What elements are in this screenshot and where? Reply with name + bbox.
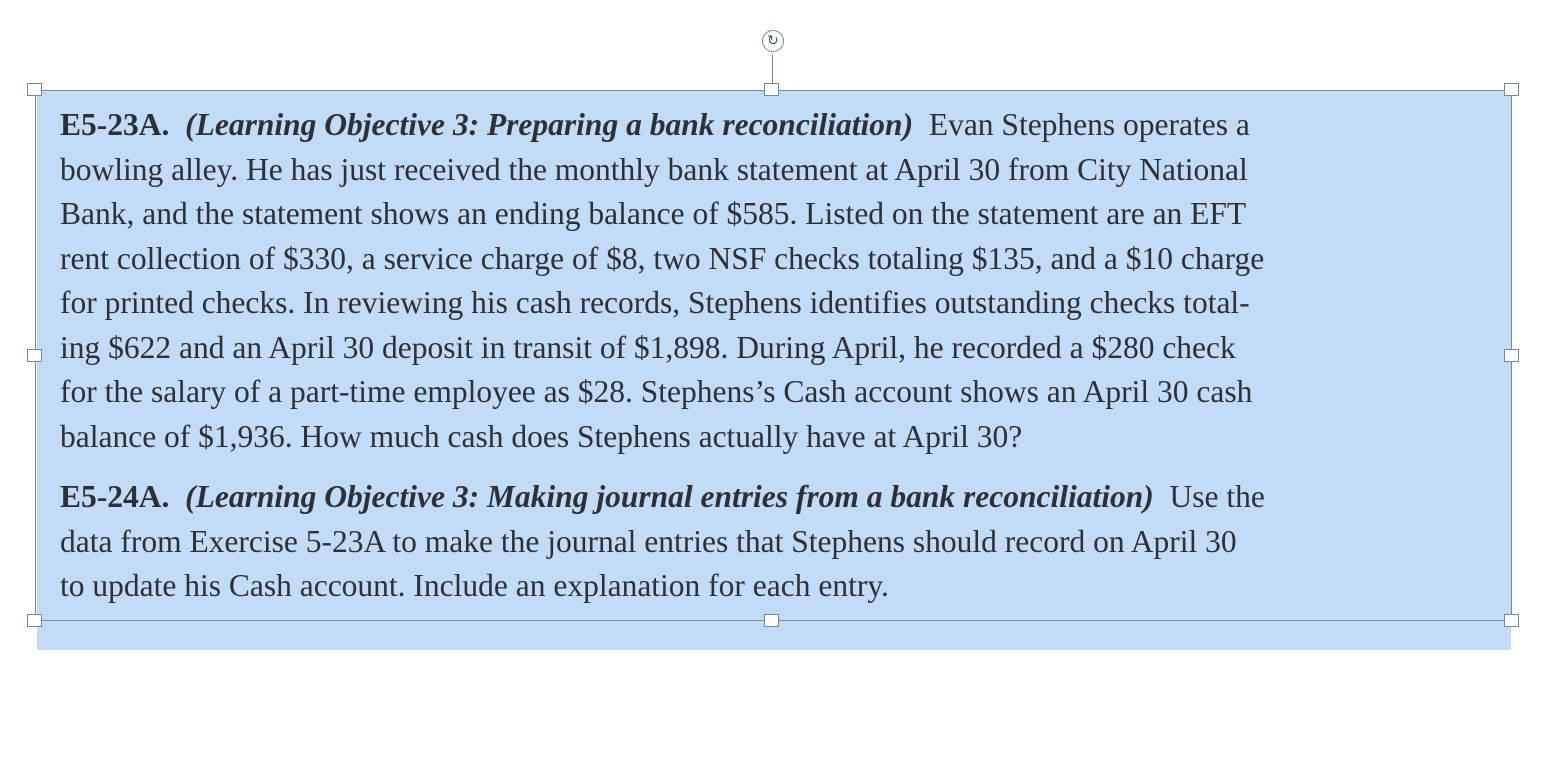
resize-handle-bottom-center[interactable]: [764, 614, 779, 627]
exercise-e5-23a: [60, 103, 1480, 459]
resize-handle-bottom-right[interactable]: [1504, 614, 1519, 627]
resize-handle-top-center[interactable]: [764, 83, 779, 96]
resize-handle-middle-right[interactable]: [1504, 349, 1519, 362]
resize-handle-top-left[interactable]: [27, 83, 42, 96]
text-line: balance of $1,936. How much cash does Stephens actually have at April 30?: [60, 418, 1023, 454]
text-line: to update his Cash account. Include an explanation for each entry.: [60, 568, 889, 603]
text-line: Use the: [1169, 479, 1265, 514]
resize-handle-bottom-left[interactable]: [27, 614, 42, 627]
rotate-handle-stem: [772, 54, 773, 84]
text-line: data from Exercise 5-23A to make the journal entries that Stephens should record on April 30: [60, 523, 1237, 559]
resize-handle-top-right[interactable]: [1504, 83, 1519, 96]
learning-objective: (Learning Objective 3: Making journal entries from a bank reconciliation): [185, 479, 1154, 514]
exercise-number: E5-24A.: [60, 479, 170, 514]
learning-objective: (Learning Objective 3: Preparing a bank reconciliation): [185, 107, 914, 142]
text-line: rent collection of $330, a service charge of $8, two NSF checks totaling $135, and a $10 charge: [60, 240, 1265, 276]
rotate-icon[interactable]: ↻: [762, 30, 784, 52]
text-line: Bank, and the statement shows an ending balance of $585. Listed on the statement are an EFT: [60, 196, 1247, 231]
text-line: Evan Stephens operates a: [928, 107, 1250, 142]
text-line: bowling alley. He has just received the monthly bank statement at April 30 from City National: [60, 151, 1248, 187]
exercise-e5-24a: [60, 475, 1480, 609]
text-line: ing $622 and an April 30 deposit in transit of $1,898. During April, he recorded a $280 check: [60, 329, 1236, 365]
text-line: for the salary of a part-time employee as $28. Stephens’s Cash account shows an April 30 cash: [60, 374, 1253, 409]
exercise-number: E5-23A.: [60, 107, 170, 142]
text-frame-content[interactable]: [60, 103, 1480, 609]
resize-handle-middle-left[interactable]: [27, 349, 42, 362]
text-line: for printed checks. In reviewing his cash records, Stephens identifies outstanding checks total-: [60, 285, 1250, 320]
